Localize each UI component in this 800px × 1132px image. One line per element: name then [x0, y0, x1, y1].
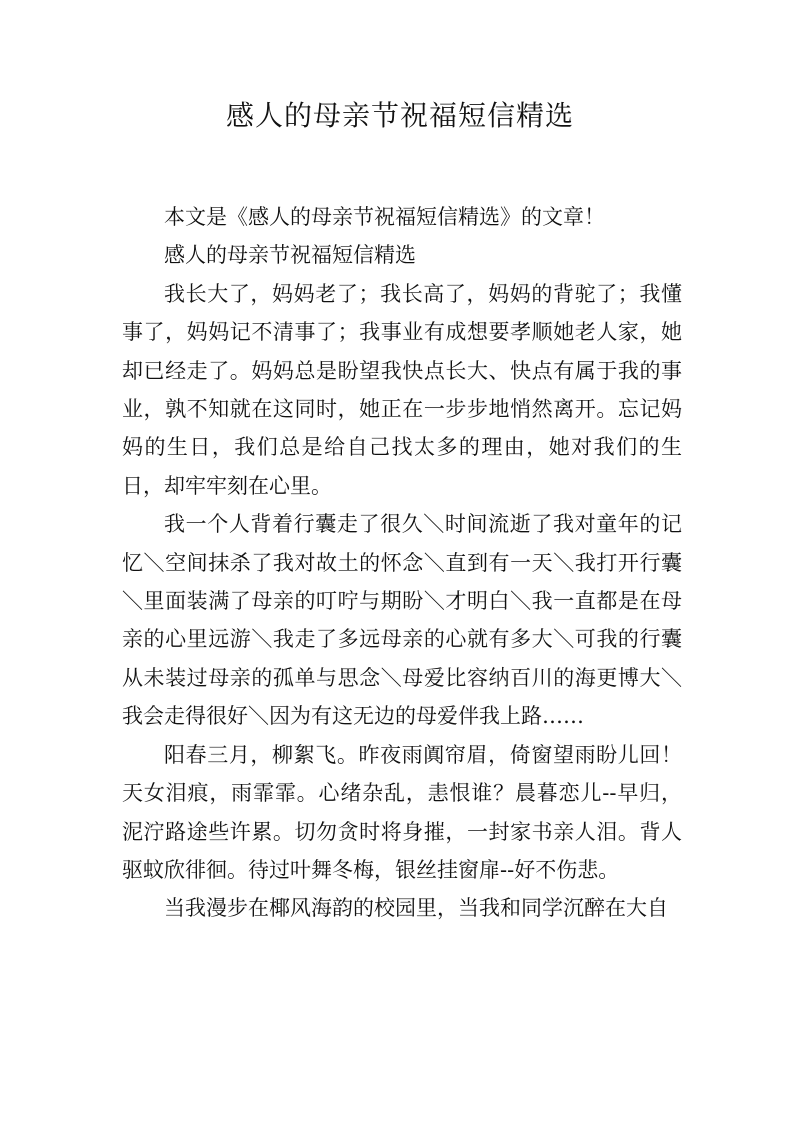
- document-body: [122, 198, 682, 928]
- paragraph-subtitle: 感人的母亲节祝福短信精选: [164, 243, 416, 268]
- paragraph-intro: 本文是《感人的母亲节祝福短信精选》的文章！: [164, 205, 605, 229]
- paragraph-campus: 当我漫步在椰风海韵的校园里，当我和同学沉醉在大自: [164, 896, 668, 921]
- paragraph-spring-rain: 阳春三月，柳絮飞。昨夜雨阗帘眉，倚窗望雨盼儿回！天女泪痕，雨霏霏。心绪杂乱，恚恨谁？晨暮恋儿--早归，泥泞路途些许累。切勿贪时将身摧，一封家书亲人泪。背人驱蚊欣徘徊。待过叶舞冬梅，银丝挂窗扉--好不伤悲。: [122, 742, 682, 882]
- paragraph-backpack: 我一个人背着行囊走了很久＼时间流逝了我对童年的记忆＼空间抹杀了我对故土的怀念＼直到有一天＼我打开行囊＼里面装满了母亲的叮咛与期盼＼才明白＼我一直都是在母亲的心里远游＼我走了多远母亲的心就有多大＼可我的行囊从未装过母亲的孤单与思念＼母爱比容纳百川的海更博大＼我会走得很好＼因为有这无边的母爱伴我上路……: [122, 512, 682, 729]
- document-title: 感人的母亲节祝福短信精选: [225, 99, 574, 132]
- paragraph-mother-aging: 我长大了，妈妈老了；我长高了，妈妈的背驼了；我懂事了，妈妈记不清事了；我事业有成想要孝顺她老人家，她却已经走了。妈妈总是盼望我快点长大、快点有属于我的事业，孰不知就在这同时，她正在一步步地悄然离开。忘记妈妈的生日，我们总是给自己找太多的理由，她对我们的生日，却牢牢刻在心里。: [122, 281, 682, 498]
